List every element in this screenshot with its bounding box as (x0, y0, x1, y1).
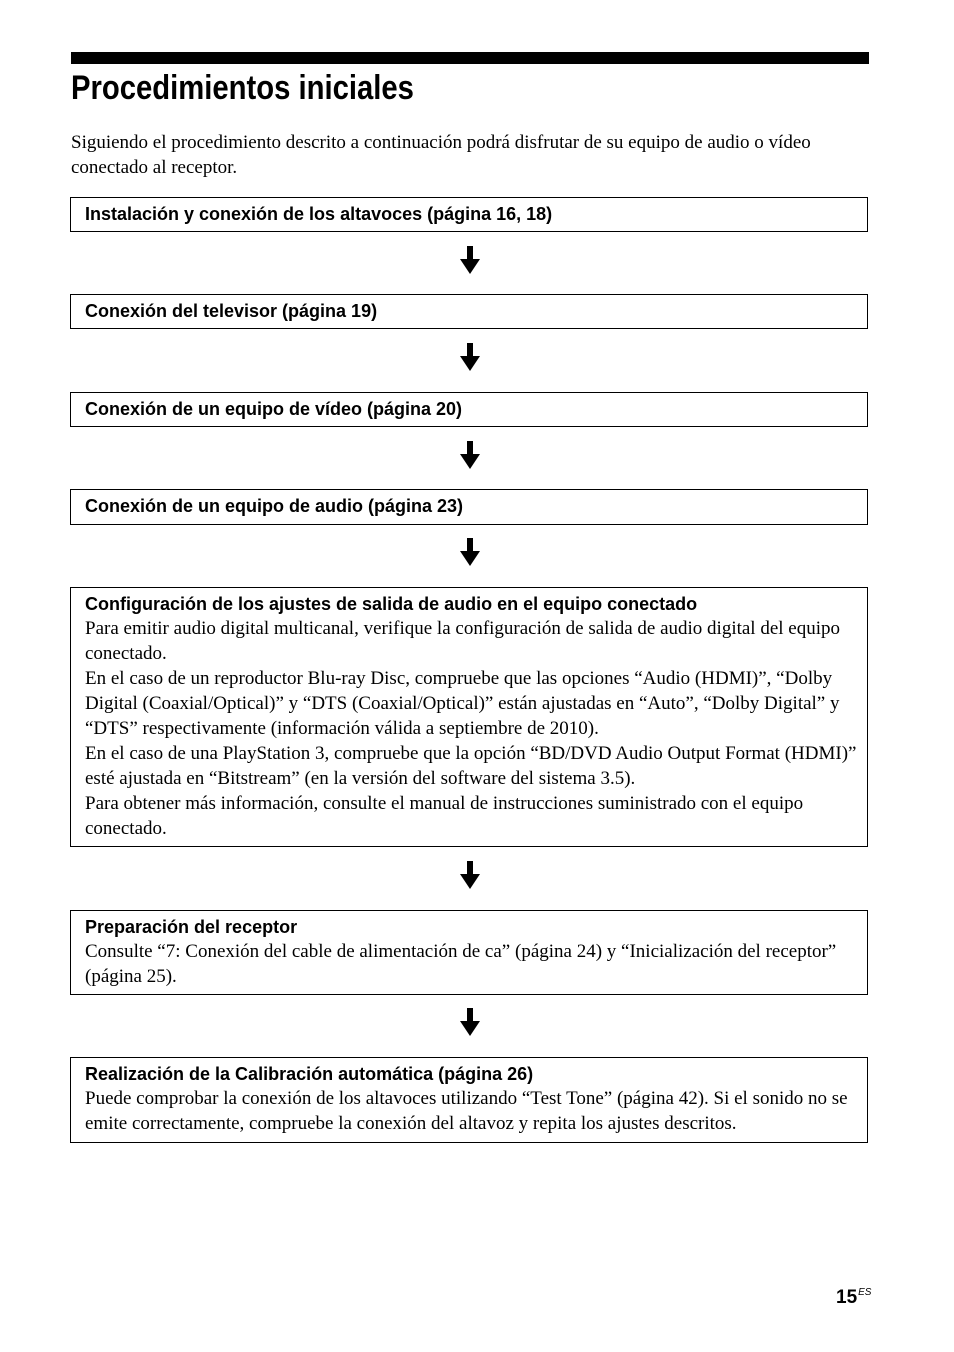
step-body-paragraph: Para obtener más información, consulte el manual de instrucciones suministrado con el equipo conectado. (85, 793, 804, 839)
title-rule (71, 52, 869, 64)
down-arrow-icon (460, 861, 480, 889)
step-title: Realización de la Calibración automática (página 26) (85, 1064, 534, 1084)
step-title: Configuración de los ajustes de salida de audio en el equipo conectado (85, 594, 698, 614)
step-body-paragraph: En el caso de una PlayStation 3, compruebe que la opción “BD/DVD Audio Output Format (HDMI)” esté ajustada en “Bitstream” (en la versión del software del sistema 3.5). (85, 743, 857, 789)
step-box-audio (70, 489, 868, 525)
step-title: Conexión de un equipo de audio (página 23) (85, 496, 464, 516)
step-box-speakers (70, 197, 868, 232)
step-box-receiver-prep (70, 910, 868, 995)
step-body-paragraph: En el caso de un reproductor Blu-ray Disc, compruebe que las opciones “Audio (HDMI)”, “Dolby Digital (Coaxial/Optical)” y “DTS (Coaxial/Optical)” están ajustadas en “Auto”, “Dolby Digital” y “DTS” respectivamente (información válida a septiembre de 2010). (85, 668, 840, 739)
step-title: Instalación y conexión de los altavoces (página 16, 18) (85, 204, 553, 224)
step-title: Preparación del receptor (85, 917, 298, 937)
page-title: Procedimientos iniciales (71, 69, 414, 107)
page-number-value: 15 (836, 1287, 858, 1308)
step-title: Conexión de un equipo de vídeo (página 20) (85, 399, 463, 419)
down-arrow-icon (460, 1008, 480, 1036)
step-body-paragraph: Puede comprobar la conexión de los altavoces utilizando “Test Tone” (página 42). Si el sonido no se emite correctamente, compruebe la conexión del altavoz y repita los ajustes descritos. (85, 1088, 848, 1134)
down-arrow-icon (460, 246, 480, 274)
step-box-auto-calibration (70, 1057, 868, 1143)
step-box-video (70, 392, 868, 427)
step-box-output-settings (70, 587, 868, 847)
page-number (836, 1281, 871, 1310)
page-language-suffix: ES (858, 1287, 872, 1298)
step-body-paragraph: Consulte “7: Conexión del cable de alimentación de ca” (página 24) y “Inicialización del receptor” (página 25). (85, 941, 837, 987)
down-arrow-icon (460, 343, 480, 371)
step-box-tv (70, 294, 868, 329)
down-arrow-icon (460, 441, 480, 469)
step-body-paragraph: Para emitir audio digital multicanal, verifique la configuración de salida de audio digital del equipo conectado. (85, 618, 841, 664)
down-arrow-icon (460, 538, 480, 566)
intro-paragraph: Siguiendo el procedimiento descrito a continuación podrá disfrutar de su equipo de audio o vídeo conectado al receptor. (71, 132, 811, 178)
step-title: Conexión del televisor (página 19) (85, 301, 378, 321)
